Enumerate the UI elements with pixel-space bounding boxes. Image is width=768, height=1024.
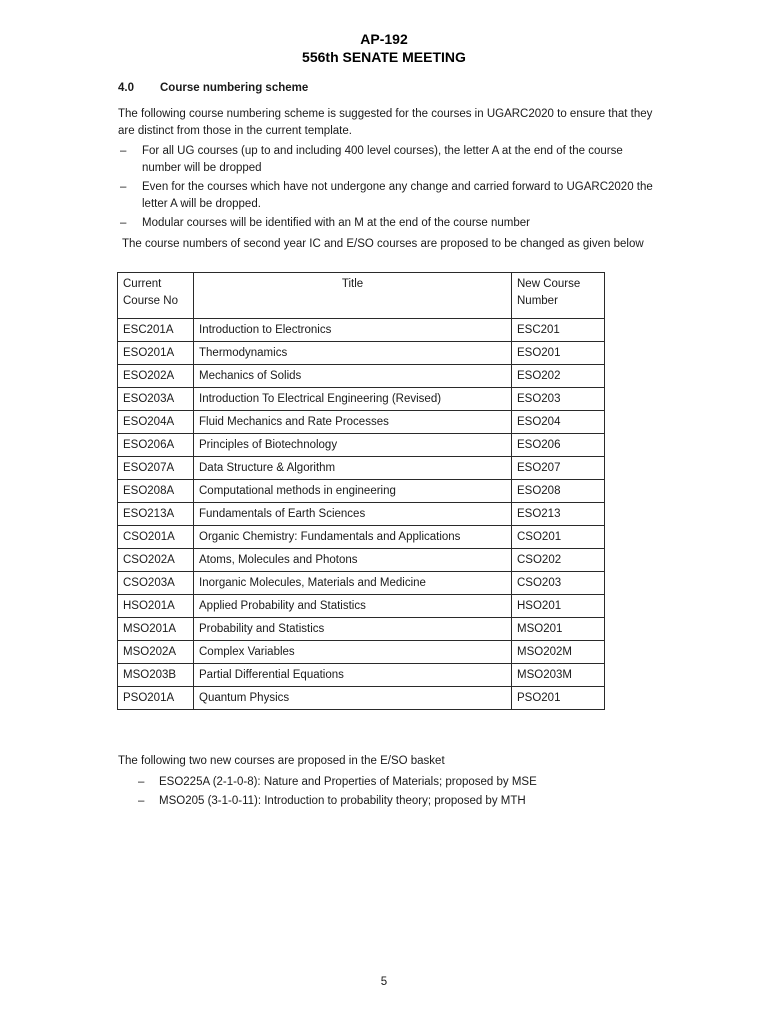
bullet-marker: – (120, 145, 127, 157)
cell-title: Mechanics of Solids (194, 365, 512, 388)
cell-title: Inorganic Molecules, Materials and Medicine (194, 572, 512, 595)
table-row (118, 618, 605, 641)
table-row (118, 526, 605, 549)
list-item (138, 773, 658, 792)
page-number: 5 (380, 976, 388, 988)
table-row (118, 480, 605, 503)
header-current-course: Current Course No (118, 273, 194, 319)
table-row (118, 365, 605, 388)
table-row (118, 572, 605, 595)
cell-current-course: MSO203B (118, 664, 194, 687)
cell-new-course: ESO206 (512, 434, 605, 457)
cell-current-course: MSO202A (118, 641, 194, 664)
cell-current-course: ESO203A (118, 388, 194, 411)
cell-new-course: ESO204 (512, 411, 605, 434)
cell-title: Principles of Biotechnology (194, 434, 512, 457)
cell-new-course: ESC201 (512, 319, 605, 342)
section-title: Course numbering scheme (160, 82, 309, 94)
cell-title: Fundamentals of Earth Sciences (194, 503, 512, 526)
cell-title: Partial Differential Equations (194, 664, 512, 687)
cell-current-course: ESO201A (118, 342, 194, 365)
cell-new-course: PSO201 (512, 687, 605, 710)
cell-current-course: CSO202A (118, 549, 194, 572)
cell-current-course: PSO201A (118, 687, 194, 710)
cell-new-course: ESO202 (512, 365, 605, 388)
section-heading (118, 82, 308, 94)
cell-title: Computational methods in engineering (194, 480, 512, 503)
bullet-marker: – (138, 776, 145, 788)
table-body (118, 319, 605, 710)
cell-new-course: MSO202M (512, 641, 605, 664)
header-new-course: New Course Number (512, 273, 605, 319)
list-item (118, 215, 658, 232)
table-row (118, 434, 605, 457)
cell-title: Complex Variables (194, 641, 512, 664)
cell-current-course: ESO213A (118, 503, 194, 526)
cell-current-course: ESO208A (118, 480, 194, 503)
bullet-marker: – (120, 181, 127, 193)
cell-new-course: HSO201 (512, 595, 605, 618)
table-row (118, 388, 605, 411)
cell-new-course: ESO213 (512, 503, 605, 526)
cell-current-course: ESO202A (118, 365, 194, 388)
table-row (118, 342, 605, 365)
scheme-bullet-list (118, 143, 658, 234)
bullet-text: Modular courses will be identified with an M at the end of the course number (142, 217, 531, 229)
cell-title: Atoms, Molecules and Photons (194, 549, 512, 572)
intro-paragraph: The following course numbering scheme is suggested for the courses in UGARC2020 to ensure that they are distinct from those in the current template. (118, 108, 653, 137)
cell-new-course: ESO203 (512, 388, 605, 411)
table-row (118, 503, 605, 526)
cell-current-course: CSO201A (118, 526, 194, 549)
cell-new-course: ESO201 (512, 342, 605, 365)
cell-new-course: MSO203M (512, 664, 605, 687)
bullet-marker: – (120, 217, 127, 229)
cell-current-course: ESO206A (118, 434, 194, 457)
cell-title: Introduction To Electrical Engineering (Revised) (194, 388, 512, 411)
header-title: Title (194, 273, 512, 319)
document-header (0, 30, 768, 66)
cell-title: Introduction to Electronics (194, 319, 512, 342)
table-row (118, 687, 605, 710)
cell-title: Quantum Physics (194, 687, 512, 710)
cell-new-course: ESO208 (512, 480, 605, 503)
cell-current-course: MSO201A (118, 618, 194, 641)
cell-new-course: CSO203 (512, 572, 605, 595)
list-item (138, 792, 658, 811)
document-code: AP-192 (360, 31, 408, 47)
cell-current-course: ESO207A (118, 457, 194, 480)
cell-new-course: ESO207 (512, 457, 605, 480)
new-course-text: MSO205 (3-1-0-11): Introduction to probability theory; proposed by MTH (159, 795, 526, 807)
bullet-text: For all UG courses (up to and including 400 level courses), the letter A at the end of the course number will be dropped (142, 145, 623, 174)
cell-new-course: MSO201 (512, 618, 605, 641)
list-item (118, 179, 658, 213)
bullet-text: Even for the courses which have not undergone any change and carried forward to UGARC2020 the letter A will be dropped. (142, 181, 653, 210)
cell-new-course: CSO202 (512, 549, 605, 572)
cell-title: Fluid Mechanics and Rate Processes (194, 411, 512, 434)
course-number-table (117, 272, 605, 710)
cell-title: Thermodynamics (194, 342, 512, 365)
table-row (118, 595, 605, 618)
cell-current-course: CSO203A (118, 572, 194, 595)
meeting-title: 556th SENATE MEETING (302, 49, 466, 65)
cell-title: Organic Chemistry: Fundamentals and Applications (194, 526, 512, 549)
cell-current-course: ESO204A (118, 411, 194, 434)
cell-title: Probability and Statistics (194, 618, 512, 641)
bullet-marker: – (138, 795, 145, 807)
new-courses-intro: The following two new courses are proposed in the E/SO basket (118, 755, 445, 767)
section-number: 4.0 (118, 82, 134, 94)
table-row (118, 664, 605, 687)
new-courses-list (138, 773, 658, 811)
table-row (118, 457, 605, 480)
table-row (118, 411, 605, 434)
cell-current-course: ESC201A (118, 319, 194, 342)
cell-title: Applied Probability and Statistics (194, 595, 512, 618)
table-intro-note: The course numbers of second year IC and E/SO courses are proposed to be changed as given below (122, 238, 644, 250)
table-row (118, 641, 605, 664)
new-course-text: ESO225A (2-1-0-8): Nature and Properties of Materials; proposed by MSE (159, 776, 537, 788)
table-row (118, 549, 605, 572)
list-item (118, 143, 658, 177)
cell-new-course: CSO201 (512, 526, 605, 549)
table-row (118, 319, 605, 342)
cell-title: Data Structure & Algorithm (194, 457, 512, 480)
table-header-row (118, 273, 605, 319)
cell-current-course: HSO201A (118, 595, 194, 618)
